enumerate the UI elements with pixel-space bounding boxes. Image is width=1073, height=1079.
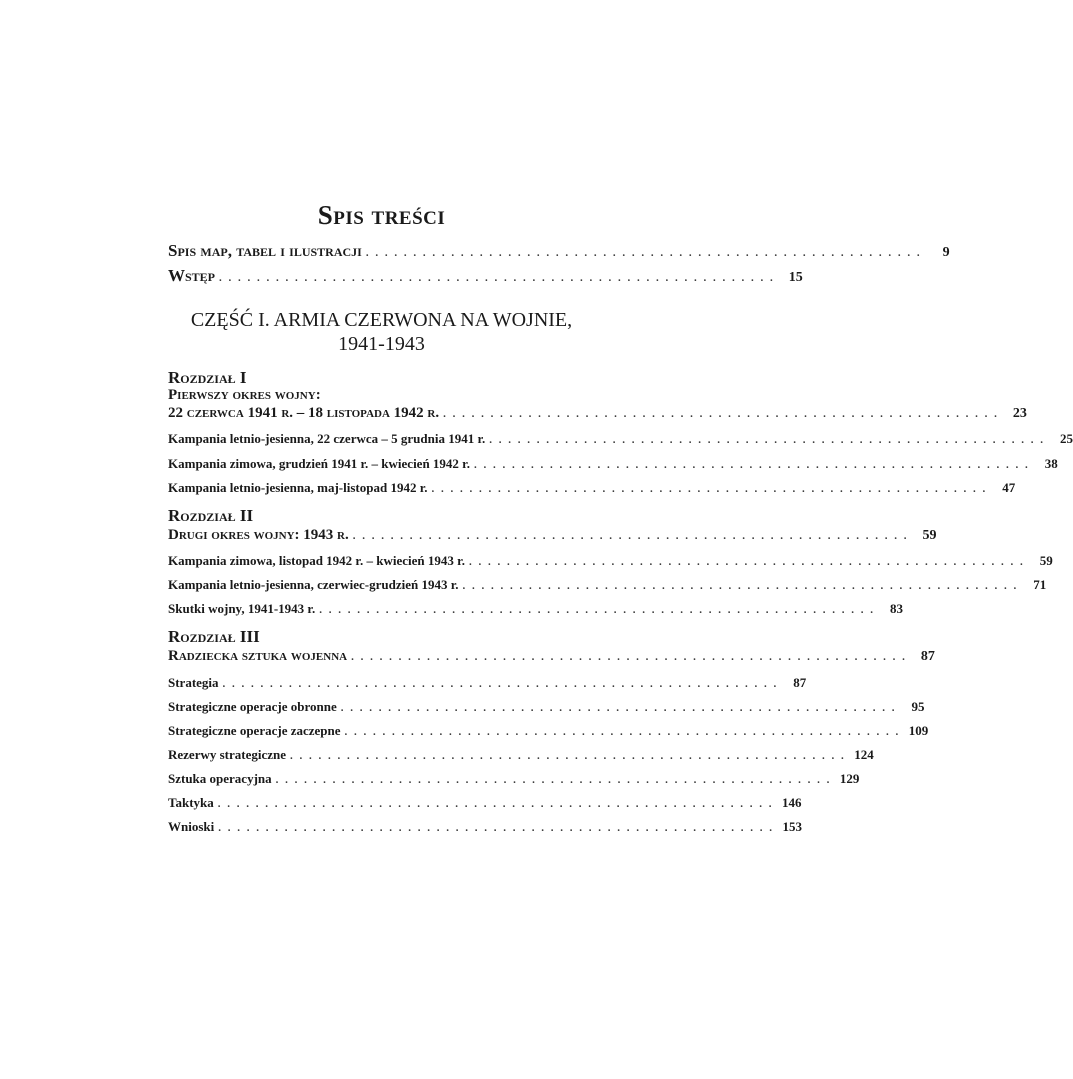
entry-label: Kampania letnio-jesienna, czerwiec-grudzień 1943 r. <box>168 577 459 592</box>
entry-page: 38 <box>1044 456 1058 471</box>
dot-leader: . . . . . . . . . . . . . . . . . . . . . . . . . . . . . . . . . . . . . . . . . . . . . . . . . . . . . . . . . . . <box>352 530 909 542</box>
toc-entry[interactable] <box>168 699 925 719</box>
entry-label: Sztuka operacyjna <box>168 771 272 786</box>
toc-entry[interactable] <box>168 723 929 743</box>
page-title: Spis treści <box>317 200 446 230</box>
entry-page: 59 <box>1039 553 1053 568</box>
entry-label: Spis map, tabel i ilustracji <box>168 241 362 260</box>
part-heading-line1: CZĘŚĆ I. ARMIA CZERWONA NA WOJNIE, <box>190 309 573 331</box>
entry-label: Strategiczne operacje zaczepne <box>168 723 341 738</box>
dot-leader: . . . . . . . . . . . . . . . . . . . . . . . . . . . . . . . . . . . . . . . . . . . . . . . . . . . . . . . . . . . <box>222 678 779 690</box>
toc-entry[interactable] <box>168 795 802 815</box>
toc-entry[interactable] <box>168 747 874 767</box>
dot-leader: . . . . . . . . . . . . . . . . . . . . . . . . . . . . . . . . . . . . . . . . . . . . . . . . . . . . . . . . . . . <box>474 459 1030 471</box>
entry-page: 87 <box>920 649 935 664</box>
entry-page: 25 <box>1060 431 1073 446</box>
chapter-title-line1: Pierwszy okres wojny: <box>168 387 321 403</box>
entry-page: 87 <box>793 675 807 690</box>
entry-label: Radziecka sztuka wojenna <box>168 648 348 664</box>
entry-page: 23 <box>1012 406 1027 421</box>
toc-entry[interactable] <box>168 553 1053 573</box>
toc-entry[interactable] <box>168 771 860 791</box>
entry-page: 124 <box>854 747 874 762</box>
toc-entry[interactable] <box>168 648 935 668</box>
toc-entry[interactable] <box>168 675 807 695</box>
dot-leader: . . . . . . . . . . . . . . . . . . . . . . . . . . . . . . . . . . . . . . . . . . . . . . . . . . . . . . . . . . . <box>319 604 875 616</box>
toc-entry[interactable] <box>168 431 1073 451</box>
toc-entry[interactable] <box>168 577 1047 597</box>
entry-page: 15 <box>788 270 803 285</box>
dot-leader: . . . . . . . . . . . . . . . . . . . . . . . . . . . . . . . . . . . . . . . . . . . . . . . . . . . . . . . . . . . <box>351 651 907 663</box>
entry-label: Drugi okres wojny: 1943 r. <box>168 527 349 543</box>
entry-page: 95 <box>911 699 925 714</box>
chapter-heading: Rozdział II <box>168 506 254 525</box>
entry-page: 109 <box>908 723 929 738</box>
entry-page: 129 <box>839 771 860 786</box>
chapter-heading: Rozdział III <box>168 627 260 646</box>
dot-leader: . . . . . . . . . . . . . . . . . . . . . . . . . . . . . . . . . . . . . . . . . . . . . . . . . . . . . . . . . . . <box>365 247 922 259</box>
chapter-heading: Rozdział I <box>168 368 247 387</box>
toc-entry[interactable] <box>168 480 1016 500</box>
dot-leader: . . . . . . . . . . . . . . . . . . . . . . . . . . . . . . . . . . . . . . . . . . . . . . . . . . . . . . . . . . . <box>218 822 774 834</box>
entry-label: Wnioski <box>168 819 215 834</box>
dot-leader: . . . . . . . . . . . . . . . . . . . . . . . . . . . . . . . . . . . . . . . . . . . . . . . . . . . . . . . . . . . <box>219 272 775 284</box>
entry-label: Taktyka <box>168 795 214 810</box>
dot-leader: . . . . . . . . . . . . . . . . . . . . . . . . . . . . . . . . . . . . . . . . . . . . . . . . . . . . . . . . . . . <box>275 774 832 786</box>
toc-entry[interactable] <box>168 819 802 839</box>
part-heading-line2: 1941-1943 <box>338 333 425 355</box>
dot-leader: . . . . . . . . . . . . . . . . . . . . . . . . . . . . . . . . . . . . . . . . . . . . . . . . . . . . . . . . . . . <box>468 556 1025 568</box>
entry-page: 9 <box>942 245 950 260</box>
toc-entry[interactable] <box>168 405 1027 425</box>
entry-page: 83 <box>890 601 903 616</box>
entry-label: Wstęp <box>168 266 216 285</box>
entry-label: Strategia <box>168 675 219 690</box>
entry-page: 146 <box>782 795 802 810</box>
entry-label: 22 czerwca 1941 r. – 18 listopada 1942 r. <box>168 405 440 421</box>
entry-page: 153 <box>782 819 802 834</box>
dot-leader: . . . . . . . . . . . . . . . . . . . . . . . . . . . . . . . . . . . . . . . . . . . . . . . . . . . . . . . . . . . <box>340 702 897 714</box>
dot-leader: . . . . . . . . . . . . . . . . . . . . . . . . . . . . . . . . . . . . . . . . . . . . . . . . . . . . . . . . . . . <box>489 434 1046 446</box>
part-heading <box>0 308 763 356</box>
toc-entry[interactable] <box>168 601 903 621</box>
dot-leader: . . . . . . . . . . . . . . . . . . . . . . . . . . . . . . . . . . . . . . . . . . . . . . . . . . . . . . . . . . . <box>462 580 1019 592</box>
toc-entry[interactable] <box>168 266 803 286</box>
toc-entry[interactable] <box>168 527 937 547</box>
toc-entry[interactable] <box>168 456 1058 476</box>
entry-page: 71 <box>1033 577 1047 592</box>
entry-label: Skutki wojny, 1941-1943 r. <box>168 601 316 616</box>
dot-leader: . . . . . . . . . . . . . . . . . . . . . . . . . . . . . . . . . . . . . . . . . . . . . . . . . . . . . . . . . . . <box>290 750 846 762</box>
entry-label: Kampania zimowa, grudzień 1941 r. – kwiecień 1942 r. <box>168 456 471 471</box>
entry-label: Kampania zimowa, listopad 1942 r. – kwiecień 1943 r. <box>168 553 465 568</box>
dot-leader: . . . . . . . . . . . . . . . . . . . . . . . . . . . . . . . . . . . . . . . . . . . . . . . . . . . . . . . . . . . <box>344 726 901 738</box>
entry-label: Kampania letnio-jesienna, 22 czerwca – 5 grudnia 1941 r. <box>168 431 486 446</box>
entry-label: Strategiczne operacje obronne <box>168 699 337 714</box>
entry-label: Rezerwy strategiczne <box>168 747 287 762</box>
entry-label: Kampania letnio-jesienna, maj-listopad 1942 r. <box>168 480 428 495</box>
entry-page: 59 <box>922 528 937 543</box>
toc-entry[interactable] <box>168 241 950 261</box>
dot-leader: . . . . . . . . . . . . . . . . . . . . . . . . . . . . . . . . . . . . . . . . . . . . . . . . . . . . . . . . . . . <box>217 798 774 810</box>
dot-leader: . . . . . . . . . . . . . . . . . . . . . . . . . . . . . . . . . . . . . . . . . . . . . . . . . . . . . . . . . . . <box>431 483 988 495</box>
dot-leader: . . . . . . . . . . . . . . . . . . . . . . . . . . . . . . . . . . . . . . . . . . . . . . . . . . . . . . . . . . . <box>443 408 999 420</box>
entry-page: 47 <box>1002 480 1016 495</box>
